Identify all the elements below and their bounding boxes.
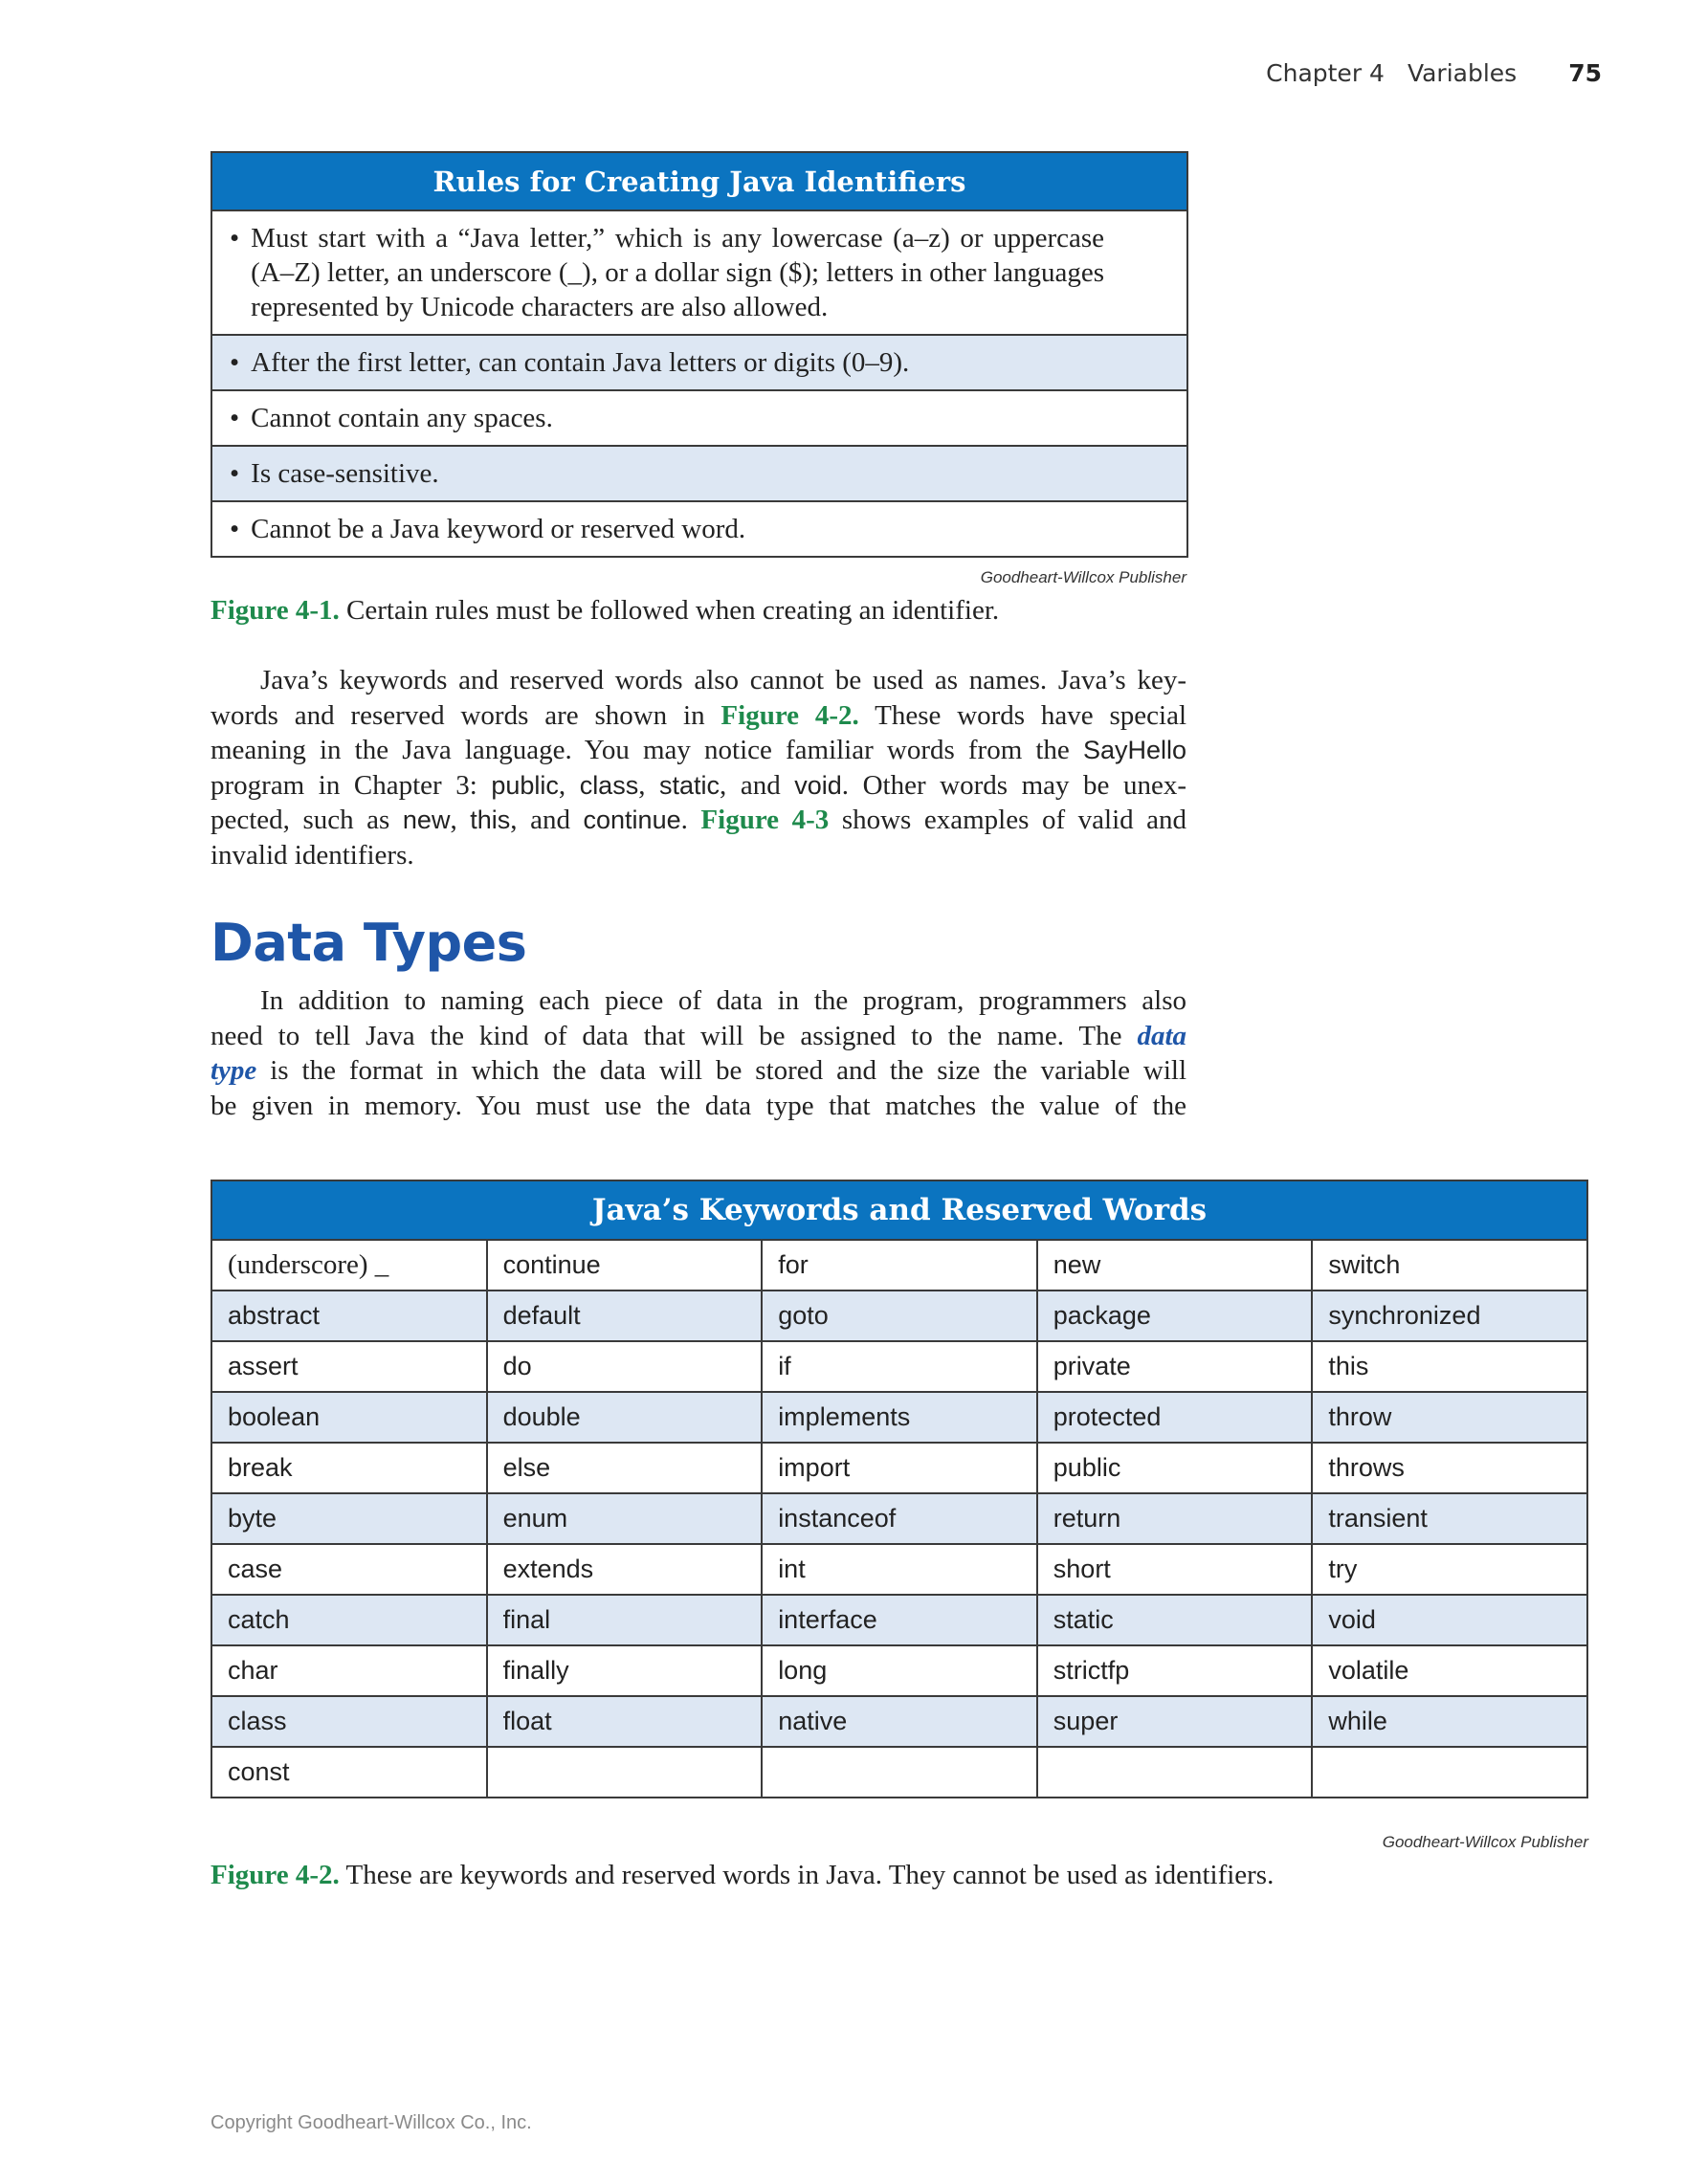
keyword-cell: protected bbox=[1037, 1392, 1313, 1443]
keyword-row bbox=[211, 1240, 1587, 1291]
keyword-cell: import bbox=[762, 1443, 1037, 1493]
rule-text: Must start with a “Java letter,” which is any lowercase (a–z) or uppercase bbox=[251, 223, 1105, 254]
rules-row bbox=[211, 446, 1187, 501]
keyword-cell: char bbox=[211, 1645, 487, 1696]
keyword-cell: transient bbox=[1312, 1493, 1587, 1544]
keyword-cell: native bbox=[762, 1696, 1037, 1747]
body-paragraph bbox=[211, 983, 1186, 1123]
figure-4-3-link[interactable]: Figure 4-3 bbox=[700, 805, 830, 835]
keyword-cell: float bbox=[487, 1696, 763, 1747]
keyword-cell: continue bbox=[487, 1240, 763, 1291]
rule-text: Cannot be a Java keyword or reserved word. bbox=[251, 514, 746, 544]
code-term: void bbox=[794, 770, 842, 800]
text-line: invalid identifiers. bbox=[211, 839, 414, 871]
keyword-cell: enum bbox=[487, 1493, 763, 1544]
keyword-cell: default bbox=[487, 1291, 763, 1341]
bullet: • bbox=[230, 347, 240, 378]
text-line: words and reserved words are shown in Figure 4-2. These words have special bbox=[211, 699, 1187, 731]
keyword-cell: while bbox=[1312, 1696, 1587, 1747]
keyword-cell: abstract bbox=[211, 1291, 487, 1341]
caption-text: Certain rules must be followed when creating an identifier. bbox=[346, 595, 1000, 626]
rules-cell bbox=[211, 446, 1187, 501]
keyword-cell: double bbox=[487, 1392, 763, 1443]
keyword-cell: implements bbox=[762, 1392, 1037, 1443]
rules-row bbox=[211, 335, 1187, 390]
figure-label: Figure 4-1. bbox=[211, 595, 340, 626]
text-line: Java’s keywords and reserved words also cannot be used as names. Java’s key- bbox=[260, 665, 1186, 695]
keyword-cell: return bbox=[1037, 1493, 1313, 1544]
text-line: be given in memory. You must use the data type that matches the value of the bbox=[211, 1090, 1186, 1121]
keyword-row bbox=[211, 1341, 1587, 1392]
page-number: 75 bbox=[1568, 59, 1602, 87]
code-term: this bbox=[470, 805, 511, 834]
keyword-cell: volatile bbox=[1312, 1645, 1587, 1696]
keyword-cell: instanceof bbox=[762, 1493, 1037, 1544]
keyword-cell: int bbox=[762, 1544, 1037, 1595]
keyword-cell: public bbox=[1037, 1443, 1313, 1493]
text-line: In addition to naming each piece of data in the program, programmers also bbox=[260, 985, 1186, 1016]
keyword-row bbox=[211, 1595, 1587, 1645]
rules-table-header bbox=[211, 152, 1187, 210]
figure-4-1-caption bbox=[211, 593, 999, 628]
rules-table-title: Rules for Creating Java Identifiers bbox=[211, 152, 1187, 210]
keyword-cell: static bbox=[1037, 1595, 1313, 1645]
keyword-cell: const bbox=[211, 1747, 487, 1798]
code-term: class bbox=[579, 770, 639, 800]
keyword-cell bbox=[762, 1747, 1037, 1798]
code-term: public bbox=[491, 770, 559, 800]
key-term: type bbox=[211, 1055, 257, 1086]
keyword-cell: synchronized bbox=[1312, 1291, 1587, 1341]
keyword-cell: void bbox=[1312, 1595, 1587, 1645]
keyword-row bbox=[211, 1747, 1587, 1798]
figure-4-2-link[interactable]: Figure 4-2. bbox=[720, 699, 859, 731]
code-term: new bbox=[402, 805, 451, 834]
keyword-cell: break bbox=[211, 1443, 487, 1493]
keyword-row bbox=[211, 1544, 1587, 1595]
figure-4-1-credit: Goodheart-Willcox Publisher bbox=[980, 568, 1186, 586]
keyword-cell: finally bbox=[487, 1645, 763, 1696]
keyword-cell: else bbox=[487, 1443, 763, 1493]
keyword-cell: super bbox=[1037, 1696, 1313, 1747]
keyword-cell: catch bbox=[211, 1595, 487, 1645]
keyword-cell bbox=[1037, 1747, 1313, 1798]
keyword-row bbox=[211, 1443, 1587, 1493]
chapter-label: Chapter 4 bbox=[1266, 59, 1385, 87]
text-line: need to tell Java the kind of data that will be assigned to the name. The data bbox=[211, 1020, 1186, 1051]
keyword-cell: switch bbox=[1312, 1240, 1587, 1291]
keyword-cell: if bbox=[762, 1341, 1037, 1392]
rule-text: Is case-sensitive. bbox=[251, 458, 439, 489]
keyword-cell: throw bbox=[1312, 1392, 1587, 1443]
keyword-cell: extends bbox=[487, 1544, 763, 1595]
caption-text: These are keywords and reserved words in Java. They cannot be used as identifiers. bbox=[345, 1860, 1275, 1890]
keywords-table bbox=[211, 1180, 1588, 1798]
keywords-table-header bbox=[211, 1180, 1587, 1240]
keyword-cell: (underscore) _ bbox=[211, 1240, 487, 1291]
keyword-row bbox=[211, 1645, 1587, 1696]
bullet: • bbox=[230, 514, 240, 544]
keyword-row bbox=[211, 1493, 1587, 1544]
rule-text: represented by Unicode characters are also allowed. bbox=[251, 292, 829, 322]
rule-text: Cannot contain any spaces. bbox=[251, 403, 553, 433]
text-line: type is the format in which the data will be stored and the size the variable will bbox=[211, 1055, 1187, 1086]
figure-4-2-caption bbox=[211, 1858, 1274, 1892]
code-term: SayHello bbox=[1082, 736, 1186, 764]
keyword-cell: byte bbox=[211, 1493, 487, 1544]
figure-4-2-credit: Goodheart-Willcox Publisher bbox=[1382, 1833, 1588, 1851]
keyword-cell: private bbox=[1037, 1341, 1313, 1392]
keyword-cell: interface bbox=[762, 1595, 1037, 1645]
keyword-cell: try bbox=[1312, 1544, 1587, 1595]
keyword-cell: throws bbox=[1312, 1443, 1587, 1493]
rules-cell bbox=[211, 501, 1187, 557]
bullet: • bbox=[230, 403, 240, 433]
keyword-cell: for bbox=[762, 1240, 1037, 1291]
key-term: data bbox=[1137, 1020, 1186, 1051]
rules-row bbox=[211, 390, 1187, 446]
keyword-cell: boolean bbox=[211, 1392, 487, 1443]
figure-label: Figure 4-2. bbox=[211, 1860, 340, 1890]
body-paragraph bbox=[211, 663, 1186, 872]
code-term: continue bbox=[583, 805, 681, 834]
text-line: pected, such as new, this, and continue. Figure 4-3 shows examples of valid and bbox=[211, 805, 1187, 835]
keyword-cell: strictfp bbox=[1037, 1645, 1313, 1696]
keyword-cell: new bbox=[1037, 1240, 1313, 1291]
keyword-cell: short bbox=[1037, 1544, 1313, 1595]
keyword-cell: goto bbox=[762, 1291, 1037, 1341]
keyword-cell: do bbox=[487, 1341, 763, 1392]
keyword-cell: this bbox=[1312, 1341, 1587, 1392]
keyword-row bbox=[211, 1696, 1587, 1747]
keyword-cell: long bbox=[762, 1645, 1037, 1696]
code-term: static bbox=[659, 770, 720, 800]
keyword-cell: case bbox=[211, 1544, 487, 1595]
keyword-cell: package bbox=[1037, 1291, 1313, 1341]
text-line: meaning in the Java language. You may notice familiar words from the SayHello bbox=[211, 735, 1186, 765]
rules-cell bbox=[211, 390, 1187, 446]
running-head bbox=[1266, 59, 1602, 87]
keyword-row bbox=[211, 1392, 1587, 1443]
rule-text: After the first letter, can contain Java letters or digits (0–9). bbox=[251, 347, 910, 378]
keyword-cell: assert bbox=[211, 1341, 487, 1392]
bullet: • bbox=[230, 223, 240, 254]
rules-row bbox=[211, 501, 1187, 557]
rules-table bbox=[211, 151, 1188, 558]
keyword-row bbox=[211, 1291, 1587, 1341]
bullet: • bbox=[230, 458, 240, 489]
chapter-title: Variables bbox=[1407, 59, 1518, 87]
rules-cell bbox=[211, 210, 1187, 335]
text-line: program in Chapter 3: public, class, static, and void. Other words may be unex- bbox=[211, 769, 1186, 801]
keywords-table-title: Java’s Keywords and Reserved Words bbox=[211, 1180, 1587, 1240]
keyword-cell bbox=[1312, 1747, 1587, 1798]
rules-row bbox=[211, 210, 1187, 335]
keyword-cell: class bbox=[211, 1696, 487, 1747]
section-heading: Data Types bbox=[211, 913, 527, 973]
keyword-cell: final bbox=[487, 1595, 763, 1645]
rule-text: (A–Z) letter, an underscore (_), or a dollar sign ($); letters in other languages bbox=[251, 257, 1105, 288]
rules-cell bbox=[211, 335, 1187, 390]
keyword-cell bbox=[487, 1747, 763, 1798]
copyright-notice: Copyright Goodheart-Willcox Co., Inc. bbox=[211, 2112, 532, 2133]
